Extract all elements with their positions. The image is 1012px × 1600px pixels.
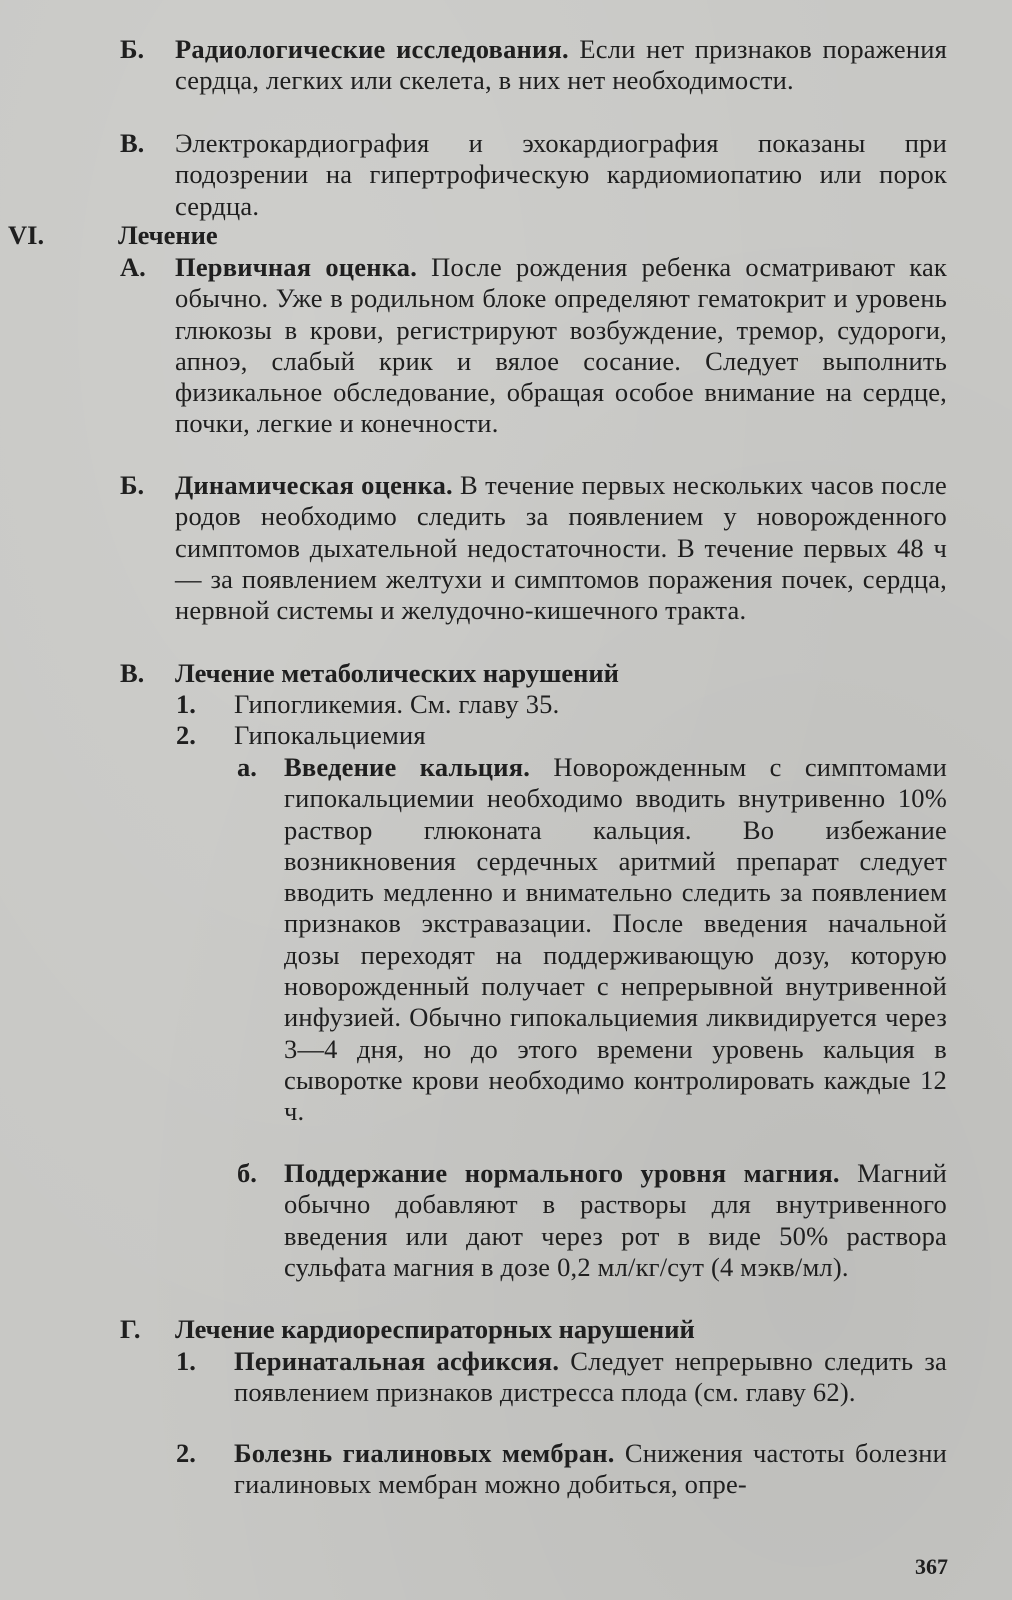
section-g-cardio-marker: Г. [120,1314,141,1344]
metabolic-sub-a-title: Введение кальция. [284,752,531,782]
metabolic-sub-b-title: Поддержание нормального уровня магния. [284,1158,840,1188]
section-v-ecg-marker: В. [120,128,145,158]
section-a-primary-marker: А. [120,252,146,282]
section-v-ecg-text: Электрокардиография и эхокардиография показаны при подозрении на гипертрофическую кардиомиопатию или порок сердца. [175,128,947,221]
cardio-item-2-title: Болезнь гиалиновых мембран. [234,1438,615,1468]
section-v-ecg [175,128,947,222]
section-b-dynamic [175,470,947,626]
metabolic-sub-a [284,752,947,1128]
section-b-radiology [175,34,947,97]
chapter-vi-title: Лечение [118,220,218,250]
section-v-metabolic-title: Лечение метаболических нарушений [175,658,619,688]
section-b-radiology-marker: Б. [120,34,145,64]
section-b-dynamic-text: В течение первых нескольких часов после родов необходимо следить за появлением у новорожденного симптомов дыхательной недостаточности. В течение первых 48 ч — за появлением желтухи и симптомов поражения почек, сердца, нервной системы и желудочно-кишечного тракта. [175,470,947,626]
section-a-primary [175,252,947,440]
section-b-radiology-text: Если нет признаков поражения сердца, легких или скелета, в них нет необходимости. [175,34,948,96]
metabolic-item-1-text: Гипогликемия. См. главу 35. [234,689,560,719]
section-a-primary-title: Первичная оценка. [175,252,418,282]
metabolic-sub-b [284,1158,947,1283]
section-b-radiology-title: Радиологические исследования. [175,34,569,64]
section-b-dynamic-marker: Б. [120,470,145,500]
cardio-item-1-title: Перинатальная асфиксия. [234,1346,560,1376]
section-b-dynamic-title: Динамическая оценка. [175,470,453,500]
cardio-item-2-marker: 2. [176,1438,196,1468]
metabolic-item-1-marker: 1. [176,689,196,719]
cardio-item-2-text: Снижения частоты болезни гиалиновых мембран можно добиться, опре- [234,1438,947,1500]
cardio-item-1 [234,1346,947,1409]
cardio-item-1-text: Следует непрерывно следить за появлением признаков дистресса плода (см. главу 62). [234,1346,947,1408]
cardio-item-1-marker: 1. [176,1346,196,1376]
section-a-primary-text: После рождения ребенка осматривают как обычно. Уже в родильном блоке определяют гематокрит и уровень глюкозы в крови, регистрируют возбуждение, тремор, судороги, апноэ, слабый крик и вялое сосание. Следует выполнить физикальное обследование, обращая особое внимание на сердце, почки, легкие и конечности. [175,252,948,439]
section-g-cardio-title: Лечение кардиореспираторных нарушений [175,1314,695,1344]
chapter-vi-marker: VI. [8,220,45,250]
metabolic-sub-b-text: Магний обычно добавляют в растворы для внутривенного введения или дают через рот в виде 50% раствора сульфата магния в дозе 0,2 мл/кг/сут (4 мэкв/мл). [284,1158,948,1282]
metabolic-sub-a-text: Новорожденным с симптомами гипокальциемии необходимо вводить внутривенно 10% раствор глюконата кальция. Во избежание возникновения сердечных аритмий препарат следует вводить медленно и внимательно следить за появлением признаков экстравазации. После введения начальной дозы переходят на поддерживающую дозу, которую новорожденный получает с непрерывной внутривенной инфузией. Обычно гипокальциемия ликвидируется через 3—4 дня, но до этого времени уровень кальция в сыворотке крови необходимо контролировать каждые 12 ч. [284,752,947,1127]
metabolic-sub-b-marker: б. [237,1158,257,1188]
section-v-metabolic-marker: В. [120,658,145,688]
metabolic-item-2-text: Гипокальциемия [234,720,426,750]
cardio-item-2 [234,1438,947,1501]
metabolic-item-2-marker: 2. [176,720,196,750]
page-number: 367 [915,1554,948,1579]
metabolic-sub-a-marker: а. [237,752,257,782]
